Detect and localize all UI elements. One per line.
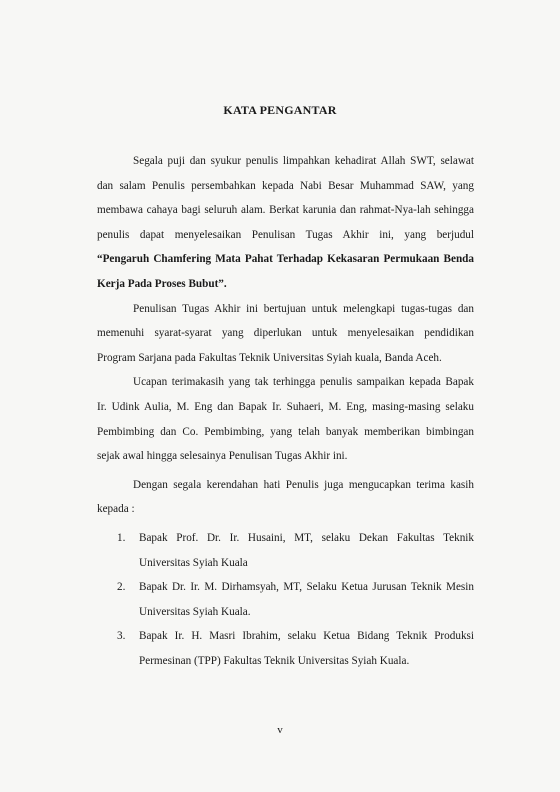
text-line: Segala puji dan syukur penulis limpahkan kehadirat Allah SWT, selawat bbox=[133, 155, 474, 167]
text-line: kepada : bbox=[97, 503, 135, 516]
text-line: Pembimbing dan Co. Pembimbing, yang telah banyak memberikan bimbingan bbox=[97, 425, 474, 438]
text-line: memenuhi syarat-syarat yang diperlukan untuk menyelesaikan pendidikan bbox=[97, 327, 474, 340]
paragraph-4 bbox=[97, 473, 474, 522]
thesis-title-line: “Pengaruh Chamfering Mata Pahat Terhadap Kekasaran Permukaan Benda bbox=[97, 253, 474, 266]
text-line: Permesinan (TPP) Fakultas Teknik Universitas Syiah Kuala. bbox=[139, 654, 410, 667]
list-number: 2. bbox=[117, 581, 126, 594]
page-title: KATA PENGANTAR bbox=[223, 103, 337, 117]
text-line: Program Sarjana pada Fakultas Teknik Universitas Syiah kuala, Banda Aceh. bbox=[97, 351, 442, 364]
paragraph-2 bbox=[97, 297, 474, 371]
text-line: Bapak Ir. H. Masri Ibrahim, selaku Ketua Bidang Teknik Produksi bbox=[139, 630, 474, 643]
text-line: Universitas Syiah Kuala. bbox=[139, 605, 251, 618]
list-number: 3. bbox=[117, 630, 126, 643]
text-line: penulis dapat menyelesaikan Penulisan Tugas Akhir ini, yang berjudul bbox=[97, 228, 474, 241]
text-line: Dengan segala kerendahan hati Penulis juga mengucapkan terima kasih bbox=[133, 478, 474, 491]
text-line: Ir. Udink Aulia, M. Eng dan Bapak Ir. Suhaeri, M. Eng, masing-masing selaku bbox=[97, 400, 474, 413]
paragraph-1 bbox=[97, 149, 474, 297]
text-line: Penulisan Tugas Akhir ini bertujuan untuk melengkapi tugas-tugas dan bbox=[133, 302, 474, 315]
text-line: Ucapan terimakasih yang tak terhingga penulis sampaikan kepada Bapak bbox=[133, 376, 474, 389]
list-number: 1. bbox=[117, 531, 126, 544]
list-item bbox=[97, 526, 474, 575]
text-line: Bapak Dr. Ir. M. Dirhamsyah, MT, Selaku Ketua Jurusan Teknik Mesin bbox=[139, 581, 474, 594]
document-body bbox=[97, 149, 474, 673]
text-line: sejak awal hingga selesainya Penulisan Tugas Akhir ini. bbox=[97, 450, 348, 463]
text-line: membawa cahaya bagi seluruh alam. Berkat karunia dan rahmat-Nya-lah sehingga bbox=[97, 204, 474, 217]
page-number: v bbox=[277, 724, 283, 736]
list-item bbox=[97, 624, 474, 673]
text-line: Bapak Prof. Dr. Ir. Husaini, MT, selaku Dekan Fakultas Teknik bbox=[139, 531, 474, 544]
thesis-title-line: Kerja Pada Proses Bubut”. bbox=[97, 277, 227, 290]
list-item bbox=[97, 575, 474, 624]
text-line: Universitas Syiah Kuala bbox=[139, 556, 248, 569]
paragraph-3 bbox=[97, 370, 474, 468]
acknowledgement-list bbox=[97, 526, 474, 674]
text-line: dan salam Penulis persembahkan kepada Nabi Besar Muhammad SAW, yang bbox=[97, 179, 474, 192]
